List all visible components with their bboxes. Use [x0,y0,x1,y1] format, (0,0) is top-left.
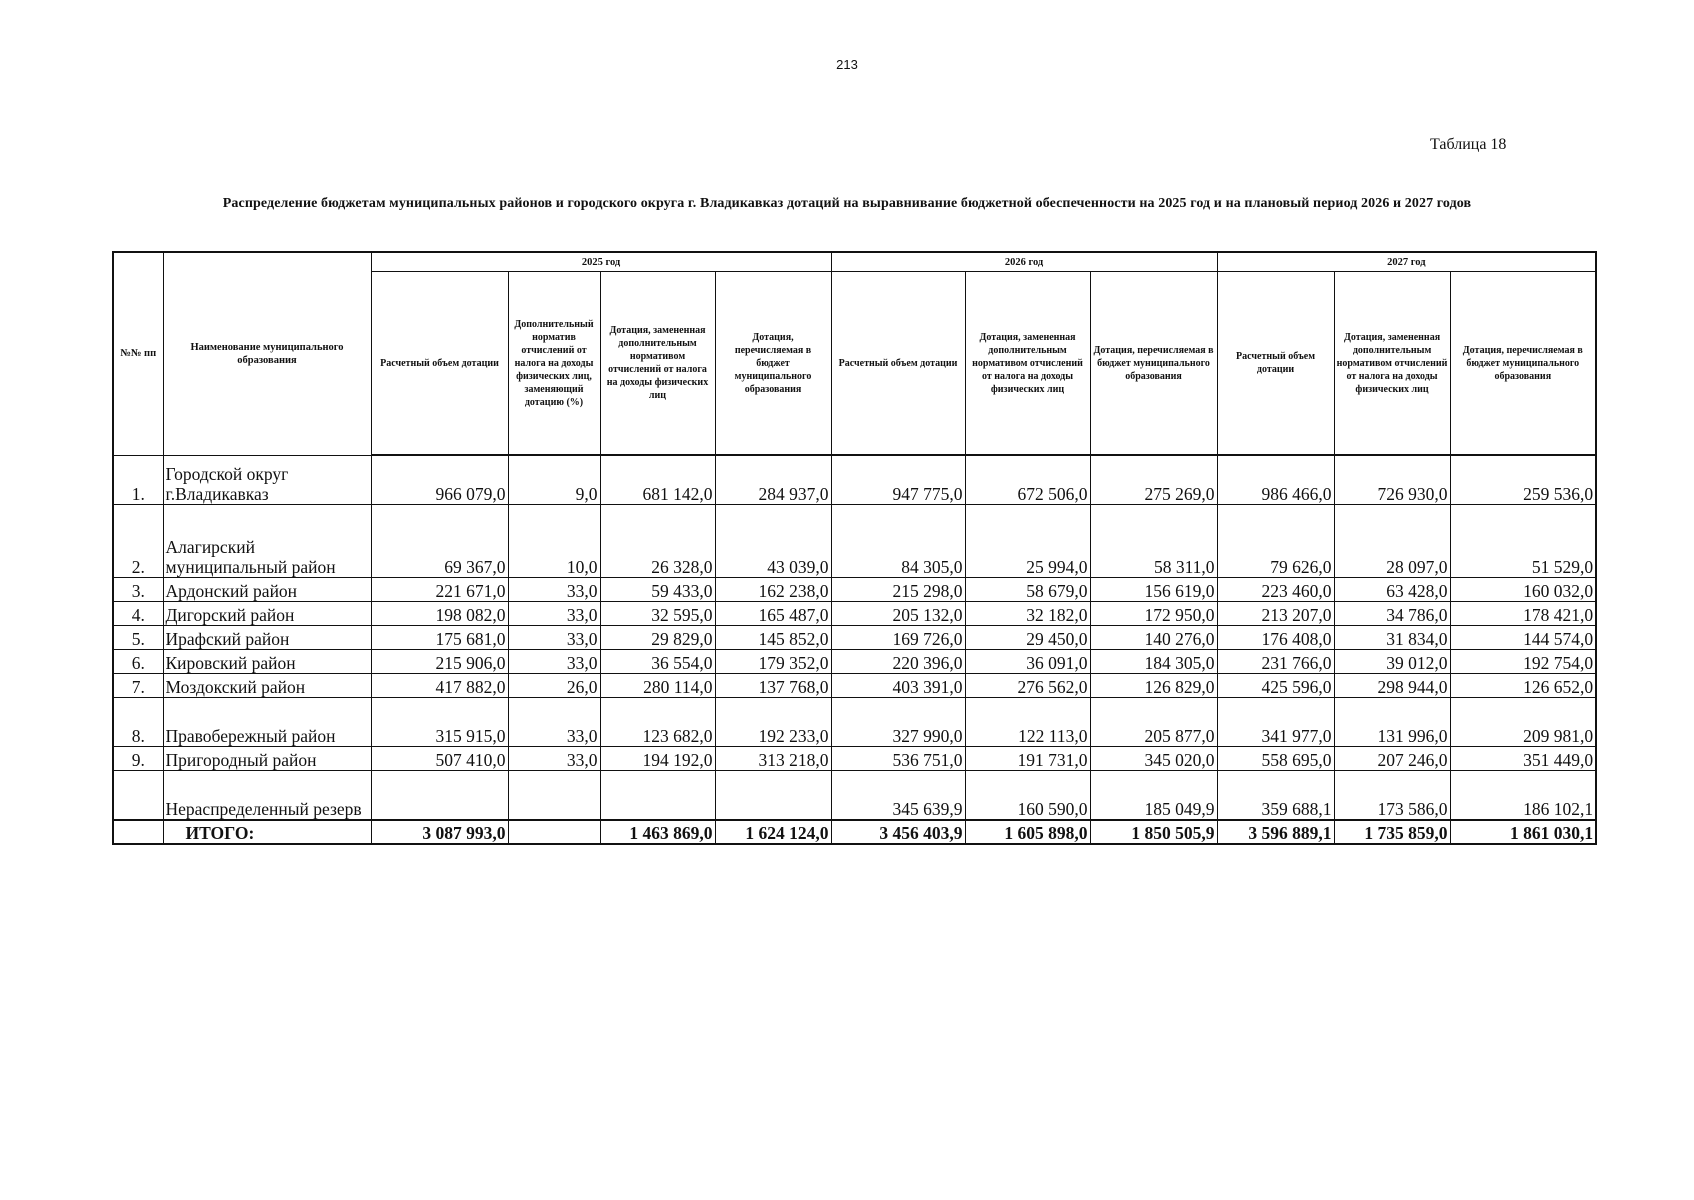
cell-value: 10,0 [508,505,600,578]
cell-value: 162 238,0 [715,578,831,602]
table-row [113,674,1596,698]
cell-value: 43 039,0 [715,505,831,578]
header-2027-replaced: Дотация, замененная дополнительным нормативом отчислений от налога на доходы физических лиц [1334,272,1450,456]
cell-value: 29 829,0 [600,626,715,650]
total-value: 1 605 898,0 [965,820,1090,844]
cell-value: 28 097,0 [1334,505,1450,578]
cell-value: 175 681,0 [371,626,508,650]
row-name: Ардонский район [163,578,371,602]
row-num [113,771,163,821]
table-row [113,747,1596,771]
cell-value: 966 079,0 [371,455,508,505]
cell-value: 140 276,0 [1090,626,1217,650]
row-name: Ирафский район [163,626,371,650]
budget-table [112,251,1597,845]
cell-value: 207 246,0 [1334,747,1450,771]
cell-value: 58 679,0 [965,578,1090,602]
cell-value [715,771,831,821]
cell-value: 359 688,1 [1217,771,1334,821]
cell-value: 33,0 [508,747,600,771]
header-2025-replaced: Дотация, замененная дополнительным нормативом отчислений от налога на доходы физических лиц [600,272,715,456]
cell-value: 672 506,0 [965,455,1090,505]
document-title: Распределение бюджетам муниципальных районов и городского округа г. Владикавказ дотаций на выравнивание бюджетной обеспеченности на 2025 год и на плановый период 2026 и 2027 годов [222,196,1472,211]
row-num: 9. [113,747,163,771]
row-num: 5. [113,626,163,650]
cell-value: 341 977,0 [1217,698,1334,747]
total-value: 1 850 505,9 [1090,820,1217,844]
cell-value: 209 981,0 [1450,698,1596,747]
cell-value: 185 049,9 [1090,771,1217,821]
cell-value: 26 328,0 [600,505,715,578]
cell-value: 345 020,0 [1090,747,1217,771]
row-num: 6. [113,650,163,674]
cell-value: 205 877,0 [1090,698,1217,747]
cell-value: 9,0 [508,455,600,505]
cell-value: 33,0 [508,626,600,650]
cell-value: 69 367,0 [371,505,508,578]
cell-value: 33,0 [508,698,600,747]
cell-value: 34 786,0 [1334,602,1450,626]
row-name: Городской округ г.Владикавказ [163,455,371,505]
total-num [113,820,163,844]
cell-value: 58 311,0 [1090,505,1217,578]
cell-value: 205 132,0 [831,602,965,626]
cell-value: 315 915,0 [371,698,508,747]
cell-value: 198 082,0 [371,602,508,626]
cell-value: 160 590,0 [965,771,1090,821]
table-row [113,578,1596,602]
cell-value: 192 754,0 [1450,650,1596,674]
row-num: 8. [113,698,163,747]
header-num: №№ пп [113,252,163,455]
table-row [113,626,1596,650]
cell-value: 221 671,0 [371,578,508,602]
cell-value: 33,0 [508,578,600,602]
cell-value: 33,0 [508,602,600,626]
cell-value: 26,0 [508,674,600,698]
header-2025-calc-volume: Расчетный объем дотации [371,272,508,456]
cell-value [508,771,600,821]
header-year-2027: 2027 год [1217,252,1596,272]
cell-value: 313 218,0 [715,747,831,771]
row-num: 2. [113,505,163,578]
row-num: 1. [113,455,163,505]
cell-value: 536 751,0 [831,747,965,771]
row-name: Алагирский муниципальный район [163,505,371,578]
cell-value: 176 408,0 [1217,626,1334,650]
cell-value: 215 906,0 [371,650,508,674]
cell-value: 403 391,0 [831,674,965,698]
cell-value: 29 450,0 [965,626,1090,650]
cell-value: 191 731,0 [965,747,1090,771]
cell-value: 173 586,0 [1334,771,1450,821]
cell-value: 137 768,0 [715,674,831,698]
cell-value: 172 950,0 [1090,602,1217,626]
total-label: ИТОГО: [163,820,371,844]
cell-value: 51 529,0 [1450,505,1596,578]
table-row [113,650,1596,674]
header-2027-transferred: Дотация, перечисляемая в бюджет муниципального образования [1450,272,1596,456]
total-value: 1 624 124,0 [715,820,831,844]
header-2025-transferred: Дотация, перечисляемая в бюджет муниципального образования [715,272,831,456]
cell-value: 284 937,0 [715,455,831,505]
table-row [113,771,1596,821]
row-num: 7. [113,674,163,698]
cell-value: 280 114,0 [600,674,715,698]
cell-value: 32 595,0 [600,602,715,626]
header-2026-replaced: Дотация, замененная дополнительным нормативом отчислений от налога на доходы физических лиц [965,272,1090,456]
header-2027-calc-volume: Расчетный объем дотации [1217,272,1334,456]
cell-value: 298 944,0 [1334,674,1450,698]
row-name: Кировский район [163,650,371,674]
cell-value: 947 775,0 [831,455,965,505]
header-name: Наименование муниципального образования [163,252,371,455]
cell-value: 31 834,0 [1334,626,1450,650]
table-row [113,455,1596,505]
cell-value: 223 460,0 [1217,578,1334,602]
cell-value: 79 626,0 [1217,505,1334,578]
cell-value: 986 466,0 [1217,455,1334,505]
header-year-2026: 2026 год [831,252,1217,272]
cell-value: 213 207,0 [1217,602,1334,626]
header-2025-add-norm: Дополнительный норматив отчислений от налога на доходы физических лиц, заменяющий дотацию (%) [508,272,600,456]
cell-value: 681 142,0 [600,455,715,505]
total-value: 3 456 403,9 [831,820,965,844]
cell-value: 25 994,0 [965,505,1090,578]
cell-value: 215 298,0 [831,578,965,602]
cell-value: 169 726,0 [831,626,965,650]
cell-value: 425 596,0 [1217,674,1334,698]
cell-value: 131 996,0 [1334,698,1450,747]
cell-value [371,771,508,821]
cell-value: 417 882,0 [371,674,508,698]
cell-value: 726 930,0 [1334,455,1450,505]
cell-value: 123 682,0 [600,698,715,747]
header-year-row [113,252,1596,272]
cell-value: 84 305,0 [831,505,965,578]
table-row [113,602,1596,626]
cell-value: 327 990,0 [831,698,965,747]
cell-value: 351 449,0 [1450,747,1596,771]
cell-value: 36 091,0 [965,650,1090,674]
row-name: Дигорский район [163,602,371,626]
total-value: 3 087 993,0 [371,820,508,844]
cell-value: 558 695,0 [1217,747,1334,771]
cell-value: 275 269,0 [1090,455,1217,505]
cell-value: 184 305,0 [1090,650,1217,674]
row-name: Правобережный район [163,698,371,747]
cell-value: 145 852,0 [715,626,831,650]
cell-value: 59 433,0 [600,578,715,602]
header-year-2025: 2025 год [371,252,831,272]
total-value: 1 735 859,0 [1334,820,1450,844]
cell-value: 126 829,0 [1090,674,1217,698]
cell-value: 39 012,0 [1334,650,1450,674]
row-name: Нераспределенный резерв [163,771,371,821]
cell-value: 507 410,0 [371,747,508,771]
cell-value: 194 192,0 [600,747,715,771]
table-label: Таблица 18 [1430,136,1507,153]
cell-value: 156 619,0 [1090,578,1217,602]
cell-value: 165 487,0 [715,602,831,626]
cell-value: 231 766,0 [1217,650,1334,674]
cell-value: 276 562,0 [965,674,1090,698]
cell-value [600,771,715,821]
cell-value: 345 639,9 [831,771,965,821]
cell-value: 32 182,0 [965,602,1090,626]
row-num: 4. [113,602,163,626]
cell-value: 122 113,0 [965,698,1090,747]
total-value: 1 463 869,0 [600,820,715,844]
row-name: Моздокский район [163,674,371,698]
row-name: Пригородный район [163,747,371,771]
cell-value: 178 421,0 [1450,602,1596,626]
total-value [508,820,600,844]
total-value: 3 596 889,1 [1217,820,1334,844]
header-2026-calc-volume: Расчетный объем дотации [831,272,965,456]
cell-value: 36 554,0 [600,650,715,674]
cell-value: 160 032,0 [1450,578,1596,602]
cell-value: 179 352,0 [715,650,831,674]
cell-value: 220 396,0 [831,650,965,674]
total-row [113,820,1596,844]
cell-value: 126 652,0 [1450,674,1596,698]
cell-value: 144 574,0 [1450,626,1596,650]
total-value: 1 861 030,1 [1450,820,1596,844]
cell-value: 63 428,0 [1334,578,1450,602]
table-row [113,505,1596,578]
header-2026-transferred: Дотация, перечисляемая в бюджет муниципального образования [1090,272,1217,456]
row-num: 3. [113,578,163,602]
page-number: 213 [836,57,858,72]
cell-value: 186 102,1 [1450,771,1596,821]
table-row [113,698,1596,747]
cell-value: 259 536,0 [1450,455,1596,505]
cell-value: 33,0 [508,650,600,674]
cell-value: 192 233,0 [715,698,831,747]
